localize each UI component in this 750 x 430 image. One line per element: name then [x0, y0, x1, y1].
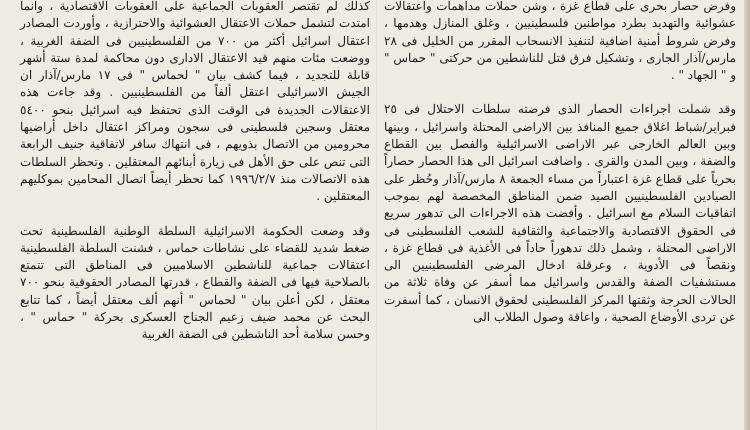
right-text-column	[384, 0, 736, 326]
column-gutter	[376, 0, 377, 430]
left-paragraph-2: وقد وضعت الحكومة الاسرائيلية السلطة الوطنية الفلسطينية تحت ضغط شديد للقضاء على نشاطات حماس ، فشنت السلطة الفلسطينية اعتقالات جماعية للناشطين الاسلاميين فى المناطق التى تتمتع بالصلاحية فيها فى الضفة والقطاع ، قدرتها المصادر الحقوقية بنحو ٧٠٠ معتقل ، لكن أعلن بيان " لحماس " أنهم ألف معتقل أيضاً ، كما تتابع البحث عن محمد ضيف زعيم الجناح العسكرى بحركة " حماس " ، وحسن سلامة أحد الناشطين فى الضفة الغربية	[20, 223, 370, 342]
right-paragraph-2: وقد شملت اجراءات الحصار الذى فرضته سلطات الاحتلال فى ٢٥ فبراير/شباط اغلاق جميع المنافذ بين الاراضى المحتلة واسرائيل ، وبينها وبين العالم الخارجى عبر الاراضى الاسرائيلية والفصل بين القطاع والضفة ، وبين المدن والقرى . واضافت اسرائيل الى هذا الحصار حصاراً بحرياً على قطاع غزة اعتباراً من مساء الجمعة ٨ مارس/آذار وحُظر على الصيادين الفلسطينيين الصيد ضمن المناطق المخصصة لهم بموجب اتفاقيات السلام مع اسرائيل . وأفضت هذه الاجراءات الى تدهور سريع فى الحقوق الاقتصادية والاجتماعية والثقافية للشعب الفلسطينى فى الاراضى المحتلة ، وشمل ذلك تدهوراً حاداً فى الأغذية فى قطاع غزة ، ونقصاً فى الأدوية ، وعرقلة ادخال المرضى الفلسطينيين الى مستشفيات الضفة والقدس واسرائيل مما أسفر عن وفاة ثلاثة من الحالات الحرجة وثقتها المركز الفلسطينى لحقوق الانسان ، كما أسفرت عن تردى الأوضاع الصحية ، واعاقة وصول الطلاب الى	[384, 102, 736, 325]
scan-edge-shadow	[744, 0, 750, 430]
left-text-column	[20, 0, 370, 344]
paragraph-spacer	[384, 84, 736, 101]
right-paragraph-1: وفرض حصار بحرى على قطاع غزة ، وشن حملات مداهمات واعتقالات عشوائية والتهديد بطرد مواطنين فلسطينيين ، وغلق المنازل وهدمها ، وفرض شروط أمنية اضافية لتنفيذ الانسحاب المقرر من الخليل فى ٢٨ مارس/آذار الجارى ، وتشكيل فرق قتل للناشطين من حركتى " حماس " و " الجهاد " .	[384, 0, 736, 83]
paragraph-spacer	[20, 206, 370, 223]
left-paragraph-1: كذلك لم تقتصر العقوبات الجماعية على العقوبات الاقتصادية ، وانما امتدت لتشمل حملات الاعتقال العشوائية والاحترازية ، وأوردت المصادر اعتقال اسرائيل أكثر من ٧٠٠ من الفلسطينيين فى الضفة الغربية ، ووضعت مئات منهم قيد الاعتقال الادارى دون محاكمة لمدة ستة أشهر قابلة للتجديد ، فيما كشف بيان " لحماس " فى ١٧ مارس/آذار ان الجيش الاسرائيلى اعتقل ألفاً من الفلسطينيين . وقد جاءت هذه الاعتقالات الجديدة فى الوقت الذى تحتفظ فيه اسرائيل بنحو ٥٤٠٠ معتقل وسجين فلسطينى فى سجون ومراكز اعتقال داخل أراضيها محرومين من الاتصال بذويهم ، فى انتهاك سافر لاتفاقية جنيف الرابعة التى تنص على حق الأهل فى زيارة أبنائهم المعتقلين . وتحظر السلطات هذه الاتصالات منذ ١٩٩٦/٢/٧ كما تحظر أيضاً اتصال المحامين بموكليهم المعتقلين .	[20, 0, 371, 204]
